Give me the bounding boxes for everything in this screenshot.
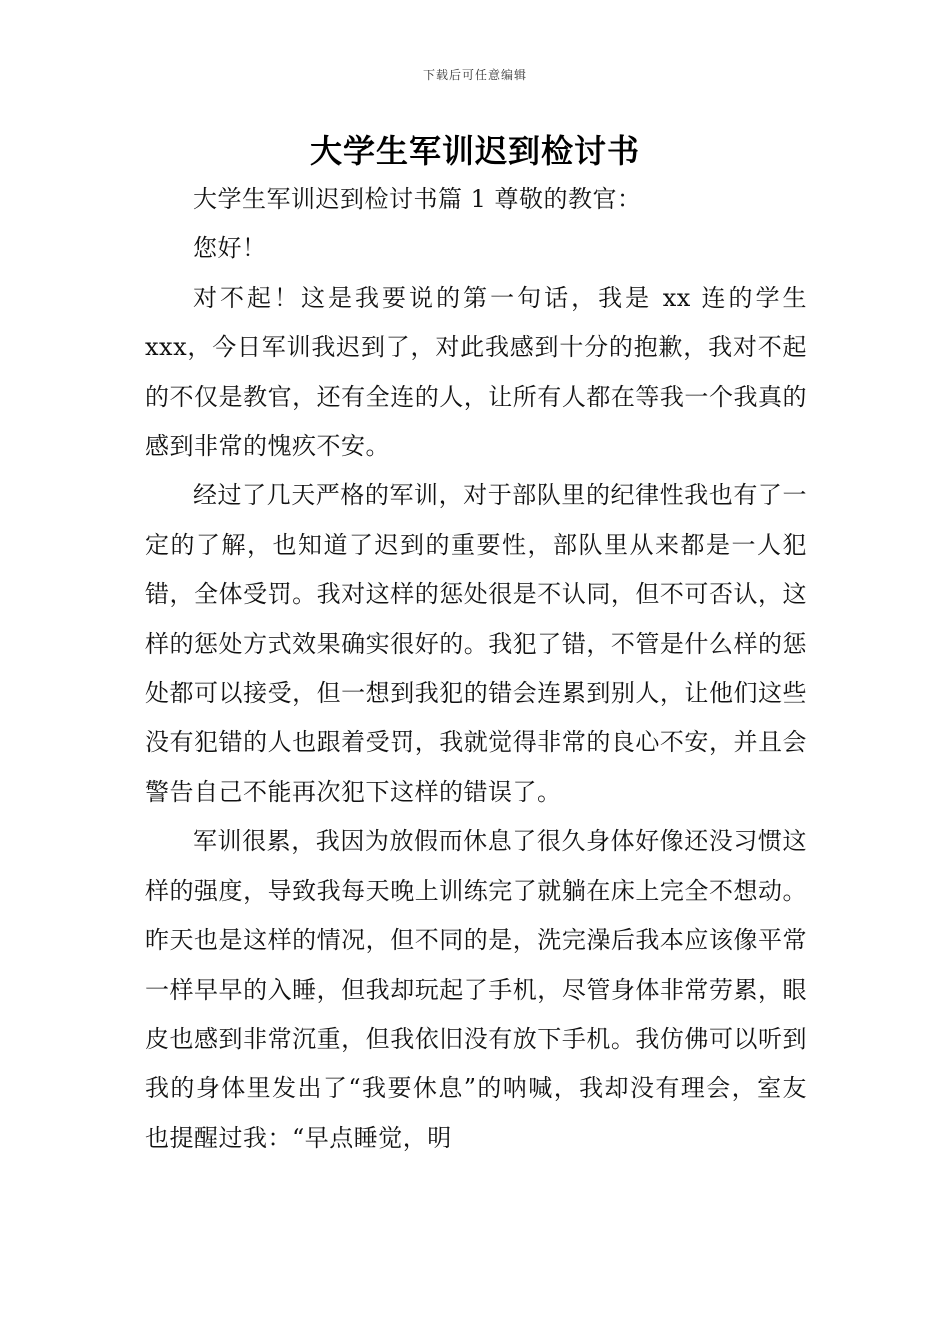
document-title: 大学生军训迟到检讨书 <box>309 132 640 170</box>
paragraph-discipline: 经过了几天严格的军训，对于部队里的纪律性我也有了一定的了解，也知道了迟到的重要性，部队里从来都是一人犯错，全体受罚。我对这样的惩处很是不认同，但不可否认，这样的惩处方式效果确实很好的。我犯了错，不管是什么样的惩处都可以接受，但一想到我犯的错会连累到别人，让他们这些没有犯错的人也跟着受罚，我就觉得非常的良心不安，并且会警告自己不能再次犯下这样的错误了。 <box>145 481 807 806</box>
header-note: 下载后可任意编辑 <box>422 68 527 82</box>
paragraph-reason: 军训很累，我因为放假而休息了很久身体好像还没习惯这样的强度，导致我每天晚上训练完了就躺在床上完全不想动。昨天也是这样的情况，但不同的是，洗完澡后我本应该像平常一样早早的入睡，但我却玩起了手机，尽管身体非常劳累，眼皮也感到非常沉重，但我依旧没有放下手机。我仿佛可以听到我的身体里发出了“我要休息”的呐喊，我却没有理会，室友也提醒过我：“早点睡觉，明 <box>145 827 807 1152</box>
paragraph-apology: 对不起！这是我要说的第一句话，我是 xx 连的学生 xxx，今日军训我迟到了，对此我感到十分的抱歉，我对不起的不仅是教官，还有全连的人，让所有人都在等我一个我真的感到非常的愧疚不安。 <box>145 283 807 461</box>
document-body <box>145 175 807 1163</box>
paragraph-salutation: 大学生军训迟到检讨书篇 1 尊敬的教官： <box>193 185 642 213</box>
paragraph-greeting: 您好！ <box>193 234 267 263</box>
